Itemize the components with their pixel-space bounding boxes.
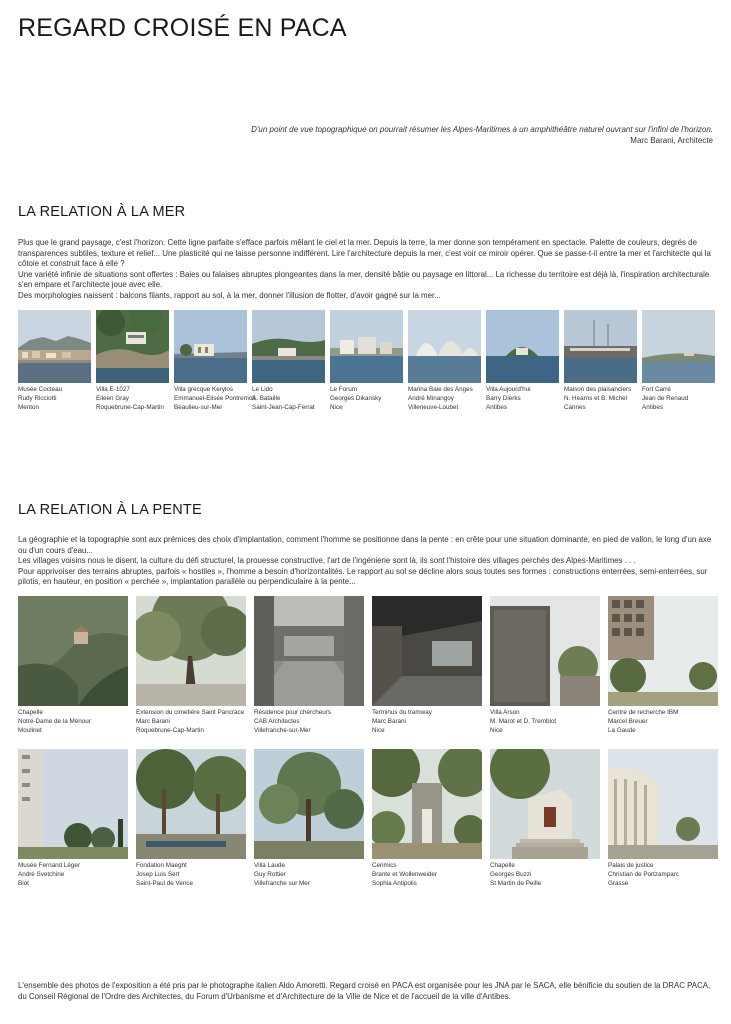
epigraph-text: D'un point de vue topographique on pourrait résumer les Alpes-Maritimes à un amphithéâtre naturel ouvrant sur l'infini de l'horizon. (251, 125, 713, 134)
gallery-card[interactable] (490, 749, 600, 888)
gallery-card[interactable] (18, 596, 128, 735)
gallery-card[interactable] (252, 310, 325, 412)
gallery-card[interactable] (486, 310, 559, 412)
gallery-caption: Fort Carré Jean de Renaud Antibes (642, 386, 689, 411)
section-title-mer: LA RELATION À LA MER (18, 204, 186, 220)
gallery-caption: Chapelle Georges Buzzi St Martin de Peille (490, 862, 542, 887)
photo-cimetiere-saint-pancrace[interactable] (136, 596, 246, 706)
gallery-card[interactable] (564, 310, 637, 412)
gallery-caption: Musée Cocteau Rudy Ricciotti Menton (18, 386, 63, 411)
photo-villa-arson[interactable] (490, 596, 600, 706)
gallery-caption: Le Forum Georges Dikansky Nice (330, 386, 382, 411)
gallery-caption: Villa grecque Kerylos Emmanuel-Elisée Pontremoli Beaulieu-sur-Mer (174, 386, 256, 411)
gallery-card[interactable] (372, 749, 482, 888)
gallery-caption: Le Lido A. Bataille Saint-Jean-Cap-Ferrat (252, 386, 315, 411)
gallery-card[interactable] (96, 310, 169, 412)
photo-chapelle-peille[interactable] (490, 749, 600, 859)
gallery-caption: Villa E-1027 Eileen Gray Roquebrune-Cap-Martin (96, 386, 164, 411)
mer-paragraph: Une variété infinie de situations sont offertes : Baies ou falaises abruptes plongeantes dans la mer, densité bâtie ou paysage en littoral... La richesse du territoire est déjà là, l'inspiration architecturale s'en empare et l'architecte joue avec elle. (18, 269, 710, 290)
gallery-card[interactable] (254, 749, 364, 888)
photo-maison-des-plaisanciers[interactable] (564, 310, 637, 383)
gallery-caption: Cerimics Brante et Wollenweider Sophia Antipolis (372, 862, 437, 887)
pente-intro (18, 535, 713, 588)
gallery-card[interactable] (174, 310, 256, 412)
mer-intro (18, 238, 713, 302)
photo-villa-laude[interactable] (254, 749, 364, 859)
mer-paragraph: Des morphologies naissent : balcons filants, rapport au sol, à la mer, donner l'illusion de flotter, d'avoir gagné sur la mer... (18, 290, 441, 300)
gallery-caption: Marina Baie des Anges André Minangoy Villeneuve-Loubet (408, 386, 473, 411)
gallery-caption: Centre de recherche IBM Marcel Breuer La Gaude (608, 709, 679, 734)
photo-villa-aujourdhui[interactable] (486, 310, 559, 383)
gallery-card[interactable] (136, 749, 246, 888)
photo-chapelle-menour[interactable] (18, 596, 128, 706)
gallery-caption: Résidence pour chercheurs CAB Architectes Villefranche-sur-Mer (254, 709, 332, 734)
photo-le-lido[interactable] (252, 310, 325, 383)
gallery-caption: Musée Fernand Léger André Svetchine Biot (18, 862, 80, 887)
mer-gallery (18, 310, 715, 412)
photo-marina-baie-des-anges[interactable] (408, 310, 481, 383)
gallery-card[interactable] (642, 310, 715, 412)
photo-villa-e1027[interactable] (96, 310, 169, 383)
gallery-card[interactable] (608, 749, 718, 888)
credits-footer: L'ensemble des photos de l'exposition a été pris par le photographe italien Aldo Amoretti. Regard croisé en PACA est organisée pour les JNA par le SACA, elle bénificie du soutien de la DRAC PACA, du Conseil Régional de l'Ordre des Architectes, du Forum d'Urbanisme et d'Architecture de la Ville de Nice et de l'accueil de la ville d'Antibes. (18, 981, 711, 1001)
section-title-pente: LA RELATION À LA PENTE (18, 502, 202, 518)
epigraph-author: Marc Barani, Architecte (630, 136, 713, 145)
gallery-caption: Villa Arson M. Marot et D. Tremblot Nice (490, 709, 557, 734)
gallery-caption: Villa Laude Guy Rottier Villefranche sur Mer (254, 862, 310, 887)
photo-musee-fernand-leger[interactable] (18, 749, 128, 859)
gallery-card[interactable] (608, 596, 718, 735)
photo-musee-cocteau[interactable] (18, 310, 91, 383)
gallery-caption: Chapelle Notre-Dame de la Ménour Moulinet (18, 709, 91, 734)
page-title: REGARD CROISÉ EN PACA (18, 14, 347, 42)
pente-paragraph: La géographie et la topographie sont aux prémices des choix d'implantation, comment l'homme se positionne dans la pente : en crête pour une situation dominante, en pied de vallon, le long d'un axe ou d'un cours d'eau... (18, 535, 712, 555)
gallery-card[interactable] (18, 749, 128, 888)
gallery-card[interactable] (136, 596, 246, 735)
photo-villa-kerylos[interactable] (174, 310, 247, 383)
pente-gallery-row-1 (18, 596, 718, 735)
photo-terminus-tramway[interactable] (372, 596, 482, 706)
gallery-card[interactable] (330, 310, 403, 412)
gallery-caption: Terminus du tramway Marc Barani Nice (372, 709, 432, 734)
photo-palais-de-justice[interactable] (608, 749, 718, 859)
gallery-card[interactable] (372, 596, 482, 735)
photo-centre-ibm[interactable] (608, 596, 718, 706)
photo-le-forum[interactable] (330, 310, 403, 383)
epigraph (153, 124, 713, 146)
gallery-card[interactable] (490, 596, 600, 735)
pente-paragraph: Les villages voisins nous le disent, la culture du défi structurel, la prouesse constructive, l'art de l'ingénierie sont là, ils sont l'histoire des villages perchés des Alpes-Maritimes . . . (18, 556, 636, 566)
pente-gallery-row-2 (18, 749, 718, 888)
gallery-caption: Extension du cimetière Saint Pancrace Marc Barani Roquebrune-Cap-Martin (136, 709, 245, 734)
photo-residence-chercheurs[interactable] (254, 596, 364, 706)
gallery-caption: Villa Aujourd'hui Barry Dierks Antibes (486, 386, 531, 411)
gallery-card[interactable] (408, 310, 481, 412)
pente-paragraph: Pour apprivoiser des terrains abruptes, parfois « hostiles », l'homme a besoin d'horizontalités. Le rapport au sol se décline alors sous toutes ses formes : constructions enterrées, semi-enterrées, sur pilotis, en hauteur, en position « perchée », implantation parallèle ou perpendiculaire à la pente... (18, 566, 708, 587)
photo-fort-carre[interactable] (642, 310, 715, 383)
gallery-caption: Palais de justice Christian de Portzamparc Grasse (608, 862, 680, 887)
gallery-caption: Maison des plaisanciers N. Hearns et B. Michel Cannes (564, 386, 632, 411)
gallery-card[interactable] (254, 596, 364, 735)
mer-paragraph: Plus que le grand paysage, c'est l'horizon. Cette ligne parfaite s'efface parfois mêlant le ciel et la mer. Depuis la terre, la mer donne son tempérament en spectacle. Palette de couleurs, degrés de transparences subtiles, texture et relief... Une plasticité qui ne laisse personne indifférent. Lire l'architecture depuis la mer, c'est voir ce miroir opérer. Que se passe-t-il entre la mer et l'architecte qui la côtoie et construit face à elle ? (18, 238, 711, 269)
gallery-caption: Fondation Maeght Josep Luis Sert Saint-Paul de Vence (136, 862, 194, 887)
gallery-card[interactable] (18, 310, 91, 412)
photo-fondation-maeght[interactable] (136, 749, 246, 859)
photo-cerimics[interactable] (372, 749, 482, 859)
